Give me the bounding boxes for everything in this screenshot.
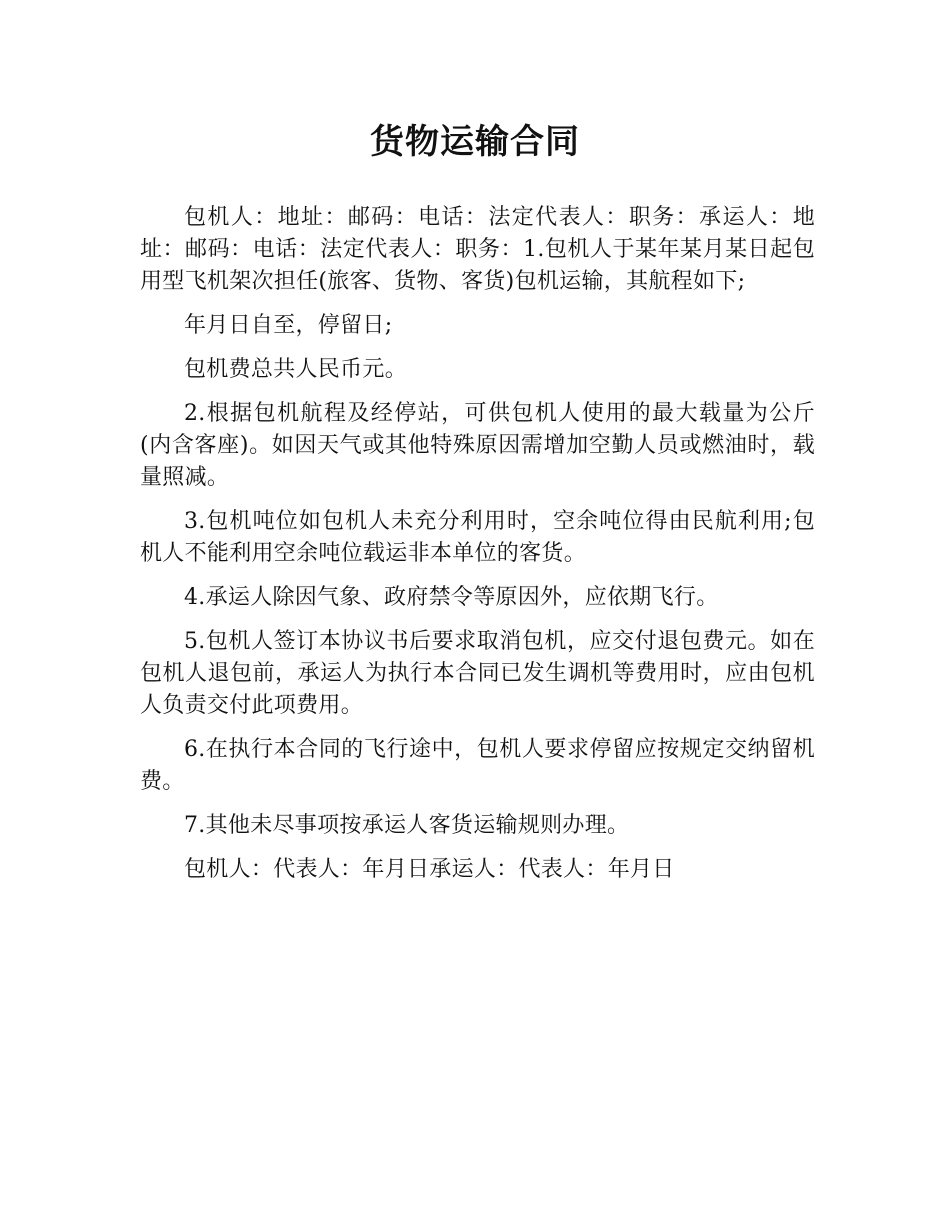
paragraph-schedule: 年月日自至，停留日; bbox=[184, 313, 393, 338]
paragraph-signatures: 包机人：代表人：年月日承运人：代表人：年月日 bbox=[184, 857, 675, 882]
paragraph-clause-3: 3.包机吨位如包机人未充分利用时，空余吨位得由民航利用;包机人不能利用空余吨位载运非本单位的客货。 bbox=[140, 509, 815, 566]
document-title: 货物运输合同 bbox=[370, 122, 580, 162]
paragraph-fee: 包机费总共人民币元。 bbox=[184, 357, 408, 382]
paragraph-clause-5: 5.包机人签订本协议书后要求取消包机，应交付退包费元。如在包机人退包前，承运人为执行本合同已发生调机等费用时，应由包机人负责交付此项费用。 bbox=[140, 629, 815, 718]
paragraph-parties: 包机人：地址：邮码：电话：法定代表人：职务：承运人：地址：邮码：电话：法定代表人：职务：1.包机人于某年某月某日起包用型飞机架次担任(旅客、货物、客货)包机运输，其航程如下; bbox=[140, 205, 815, 294]
paragraph-clause-4: 4.承运人除因气象、政府禁令等原因外，应依期飞行。 bbox=[184, 585, 719, 610]
paragraph-clause-6: 6.在执行本合同的飞行途中，包机人要求停留应按规定交纳留机费。 bbox=[140, 737, 815, 794]
paragraph-clause-7: 7.其他未尽事项按承运人客货运输规则办理。 bbox=[184, 813, 630, 838]
paragraph-clause-2: 2.根据包机航程及经停站，可供包机人使用的最大载量为公斤(内含客座)。如因天气或其他特殊原因需增加空勤人员或燃油时，载量照减。 bbox=[140, 401, 815, 490]
document-body bbox=[140, 202, 815, 898]
